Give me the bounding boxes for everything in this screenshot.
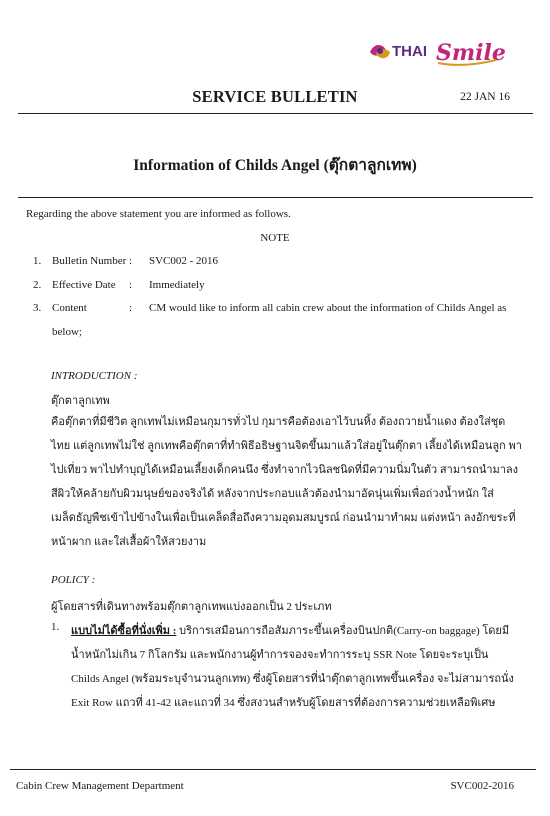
info-row-colon: :: [129, 302, 133, 314]
introduction-line: ตุ๊กตาลูกเทพ: [51, 395, 110, 407]
info-row-value: SVC002 - 2016: [149, 255, 219, 267]
bulletin-date: 22 JAN 16: [460, 91, 510, 103]
info-row-value: Immediately: [149, 279, 205, 291]
content-continued: below;: [52, 326, 82, 338]
note-heading: NOTE: [260, 232, 290, 244]
info-row-label: Content: [52, 302, 87, 314]
document-title: Information of Childs Angel (ตุ๊กตาลูกเทพ): [133, 157, 417, 174]
thai-smile-logo-graphic: [364, 30, 524, 70]
info-row-label: Bulletin Number: [52, 255, 127, 267]
introduction-line: เมล็ดธัญพืชเข้าไปข้างในเพื่อเป็นเคล็ดสื่อถึงความอุดมสมบูรณ์ ก่อนนำมาทำผม แต่งหน้า ลงอักขระที่: [51, 512, 516, 524]
policy-item-title: แบบไม่ได้ซื้อที่นั่งเพิ่ม :: [71, 625, 177, 637]
introduction-heading: INTRODUCTION :: [51, 370, 138, 382]
info-row-num: 2.: [33, 279, 42, 291]
policy-item-line: Exit Row แถวที่ 41-42 และแถวที่ 34 ซึ่งสงวนสำหรับผู้โดยสารที่ต้องการความช่วยเหลือพิเศษ: [71, 697, 496, 709]
svg-text:THAI: THAI: [392, 43, 427, 60]
policy-item-line: [71, 621, 509, 639]
introduction-line: สีผิวให้คล้ายกับผิวมนุษย์ของจริงได้ หลังจากประกอบแล้วต้องนำมาอัดนุ่นเพิ่มเพื่อถ่วงน้ำหนัก ใส่: [51, 488, 494, 500]
footer-department: Cabin Crew Management Department: [16, 780, 184, 792]
policy-intro: ผู้โดยสารที่เดินทางพร้อมตุ๊กตาลูกเทพแบ่งออกเป็น 2 ประเภท: [51, 601, 332, 613]
thai-smile-logo: [364, 30, 524, 70]
policy-heading: POLICY :: [51, 574, 96, 586]
title-divider: [18, 197, 533, 198]
bulletin-header-title: SERVICE BULLETIN: [192, 87, 358, 106]
info-row-colon: :: [129, 255, 133, 267]
introduction-line: คือตุ๊กตาที่มีชีวิต ลูกเทพไม่เหมือนกุมารทั่วไป กุมารคือต้องเอาไว้บนหิ้ง ต้องถวายน้ำแดง ต้องใส่ชุด: [51, 416, 506, 428]
svg-text:Smile: Smile: [436, 40, 506, 66]
introduction-line: หน้าผาก และใส่เสื้อผ้าให้สวยงาม: [51, 536, 207, 548]
info-row-colon: :: [129, 279, 133, 291]
footer-divider: [10, 769, 536, 770]
info-row-value: CM would like to inform all cabin crew about the information of Childs Angel as: [149, 302, 507, 314]
intro-statement: Regarding the above statement you are informed as follows.: [26, 208, 291, 220]
policy-item-line: น้ำหนักไม่เกิน 7 กิโลกรัม และพนักงานผู้ทำการจองจะทำการระบุ SSR Note โดยจะระบุเป็น: [71, 649, 489, 661]
introduction-line: ไปเที่ยว พาไปทำบุญได้เหมือนเลี้ยงเด็กคนนึง ซึ่งทำจากไวนิลชนิดที่มีความนิ่มในตัว สามารถนำมาลง: [51, 464, 519, 476]
footer-bulletin-code: SVC002-2016: [450, 780, 514, 792]
info-row-num: 3.: [33, 302, 42, 314]
header-divider: [18, 113, 533, 114]
info-row-label: Effective Date: [52, 279, 116, 291]
info-row-num: 1.: [33, 255, 42, 267]
introduction-line: ไทย แต่ลูกเทพไม่ใช่ ลูกเทพคือตุ๊กตาที่ทำพิธีอธิษฐานจิตขึ้นมาแล้วใส่อยู่ในตุ๊กตา เลี้ยงได้เหมือนลูก พา: [51, 440, 522, 452]
policy-item-text: บริการเสมือนการถือสัมภาระขึ้นเครื่องบินปกติ(Carry-on baggage) โดยมี: [176, 625, 510, 637]
policy-item-number: 1.: [51, 621, 60, 633]
policy-item-line: Childs Angel (พร้อมระบุจำนวนลูกเทพ) ซึ่งผู้โดยสารที่นำตุ๊กตาลูกเทพขึ้นเครื่อง จะไม่สามารถนั่ง: [71, 673, 514, 685]
